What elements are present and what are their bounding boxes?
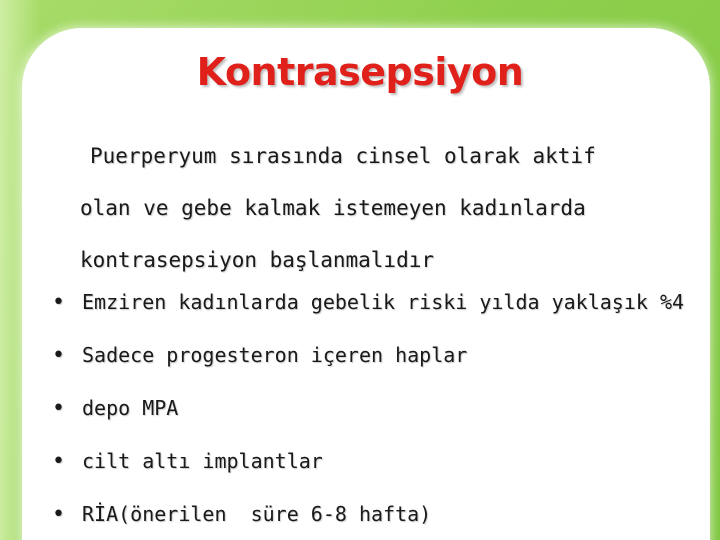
bullet-item — [52, 488, 684, 540]
intro-line: olan ve gebe kalmak istemeyen kadınlarda — [80, 196, 586, 220]
bullet-icon: • — [52, 501, 65, 527]
bullet-item — [52, 329, 684, 381]
bullet-icon: • — [52, 448, 65, 474]
bullet-item — [52, 382, 684, 434]
bullet-text: depo MPA — [82, 396, 179, 420]
bullet-text: Sadece progesteron içeren haplar — [82, 343, 468, 367]
intro-line: kontrasepsiyon başlanmalıdır — [80, 248, 435, 272]
bullet-text: RİA(önerilen süre 6-8 hafta) — [82, 502, 432, 526]
bullet-icon: • — [52, 342, 65, 368]
bullet-item — [52, 435, 684, 487]
bullet-icon: • — [52, 395, 65, 421]
bullet-list — [52, 276, 684, 540]
bullet-text: Emziren kadınlarda gebelik riski yılda yaklaşık %4 — [82, 290, 685, 314]
intro-paragraph — [80, 130, 680, 286]
intro-line: Puerperyum sırasında cinsel olarak aktif — [90, 144, 596, 168]
slide-title: Kontrasepsiyon — [196, 50, 524, 94]
bullet-icon: • — [52, 289, 65, 315]
bullet-text: cilt altı implantlar — [82, 449, 323, 473]
bullet-item — [52, 276, 684, 328]
